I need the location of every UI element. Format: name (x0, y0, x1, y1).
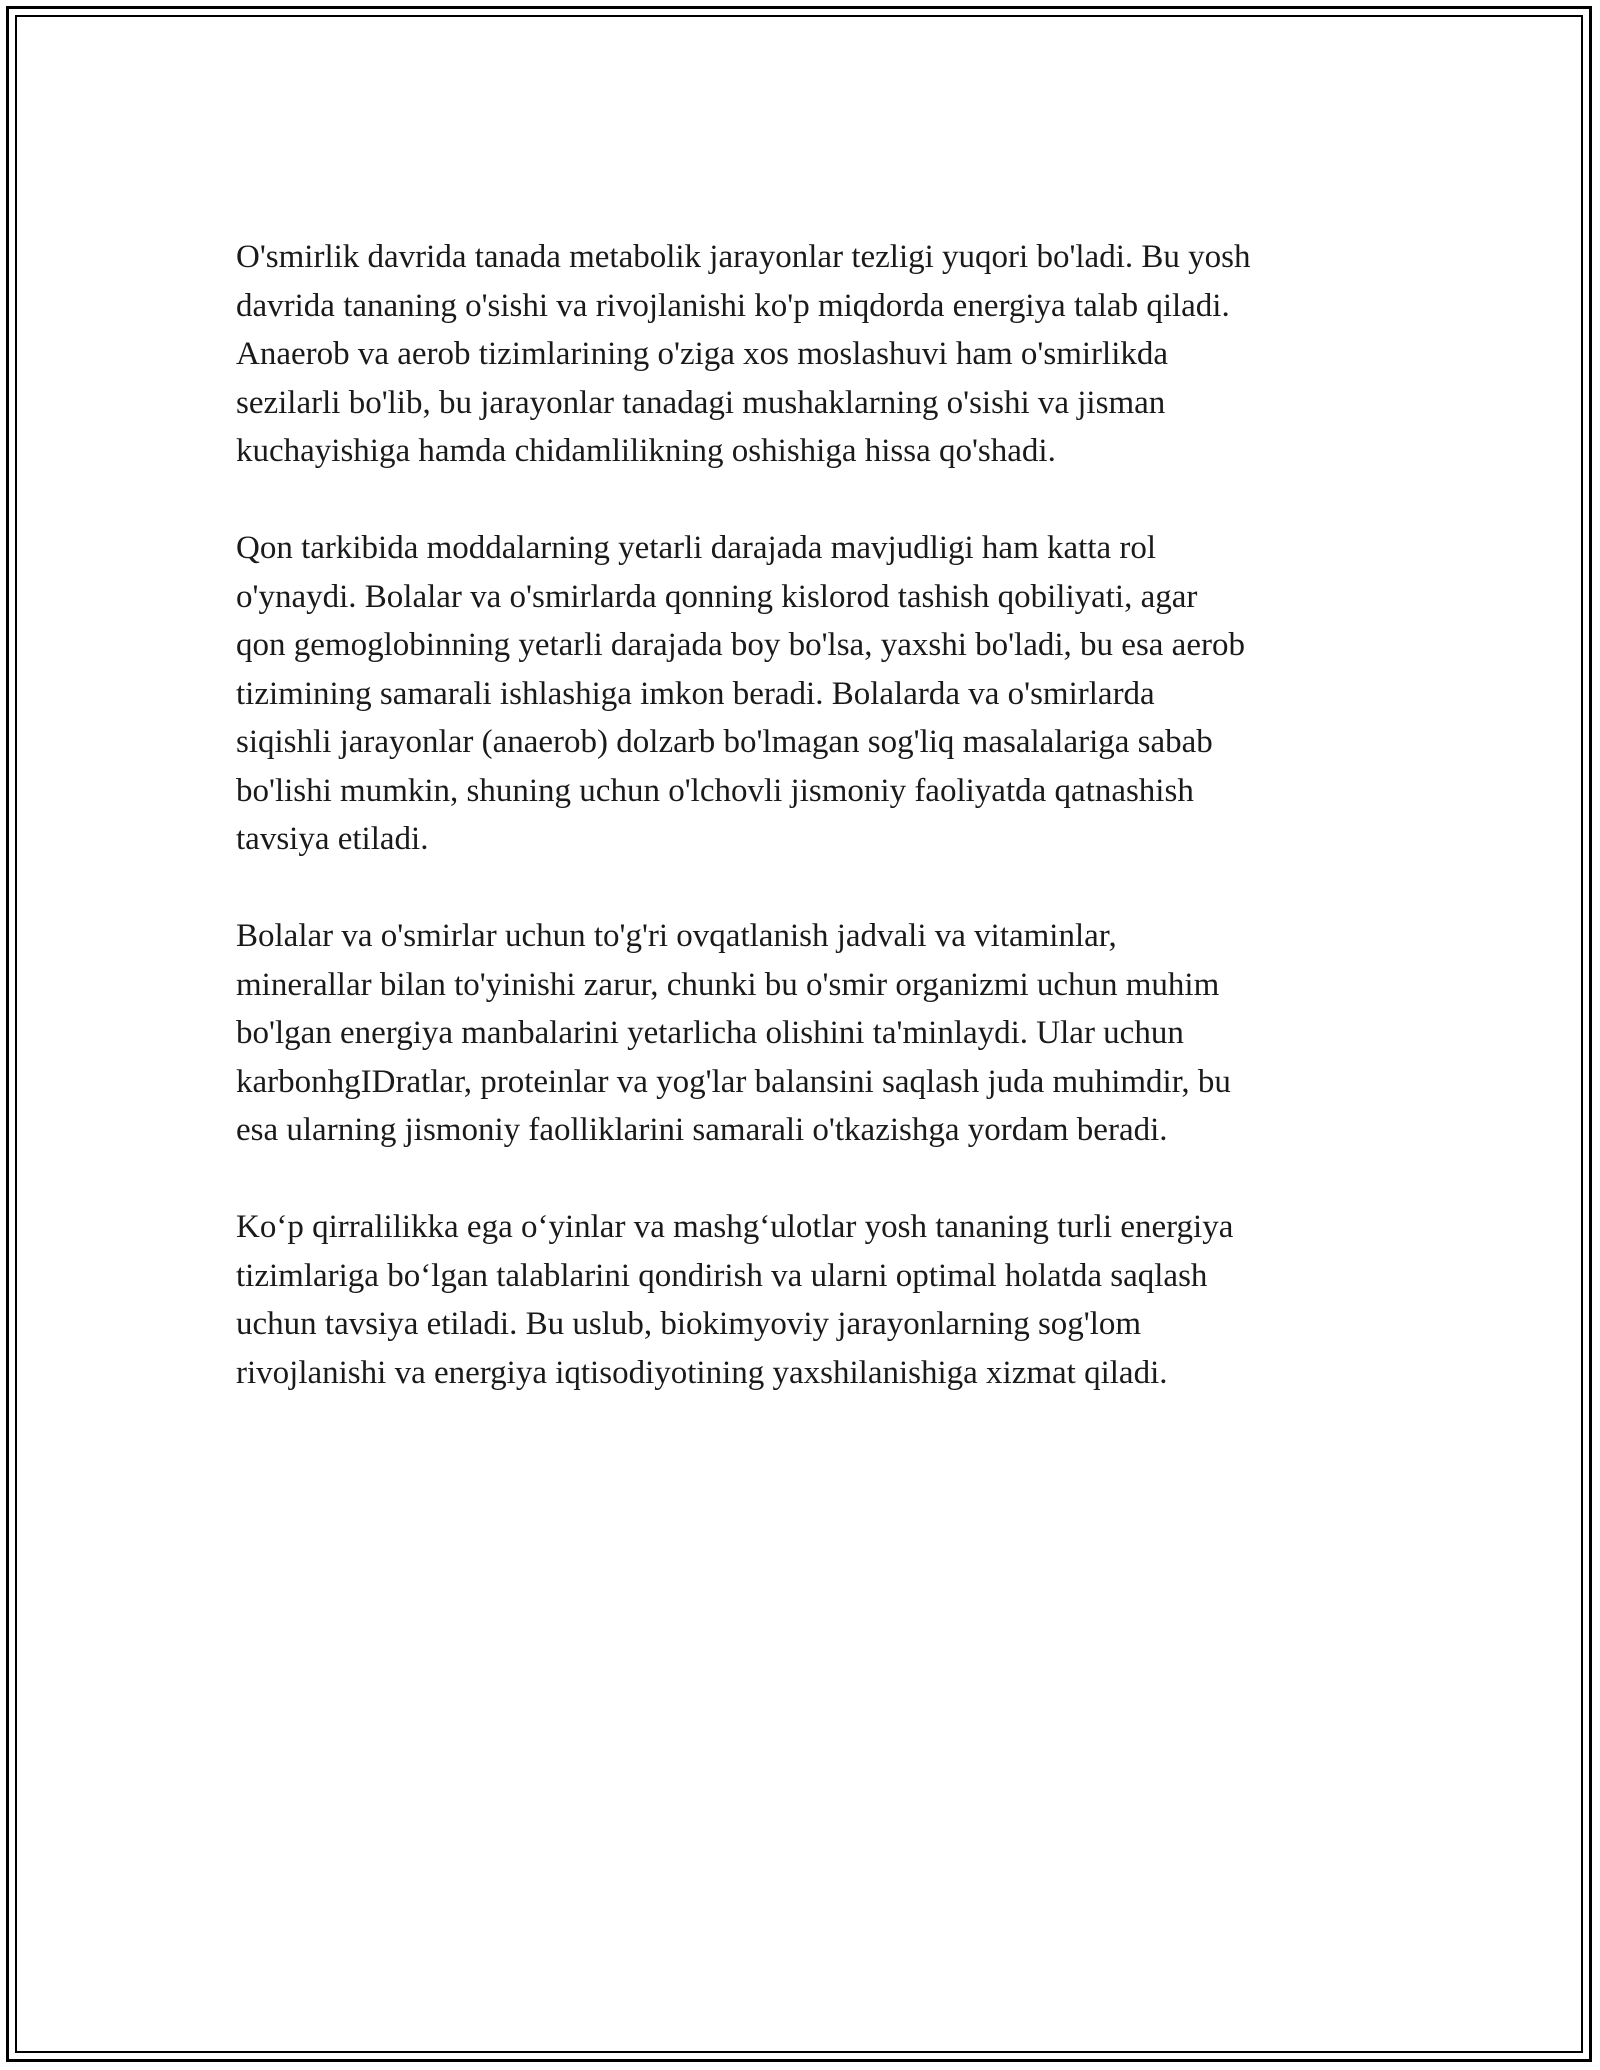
text-line: Bolalar va o'smirlar uchun to'g'ri ovqatlanish jadvali va vitaminlar, (236, 918, 1117, 954)
text-line: rivojlanishi va energiya iqtisodiyotining yaxshilanishiga xizmat qiladi. (236, 1354, 1168, 1391)
paragraph-3 (236, 912, 1386, 1155)
text-line: qon gemoglobinning yetarli darajada boy bo'lsa, yaxshi bo'ladi, bu esa aerob (236, 627, 1245, 663)
text-line: davrida tananing o'sishi va rivojlanishi ko'p miqdorda energiya talab qiladi. (236, 287, 1230, 324)
text-line: sezilarli bo'lib, bu jarayonlar tanadagi mushaklarning o'sishi va jisman (236, 384, 1166, 421)
text-line: esa ularning jismoniy faolliklarini samarali o'tkazishga yordam beradi. (236, 1112, 1168, 1148)
paragraph-1 (236, 233, 1386, 476)
text-line: tizimlariga bo‘lgan talablarini qondirish va ularni optimal holatda saqlash (236, 1257, 1208, 1294)
text-line: tavsiya etiladi. (236, 821, 429, 857)
document-body (236, 233, 1386, 1446)
text-line: O'smirlik davrida tanada metabolik jarayonlar tezligi yuqori bo'ladi. Bu yosh (236, 239, 1251, 275)
text-line: tizimining samarali ishlashiga imkon beradi. Bolalarda va o'smirlarda (236, 675, 1155, 712)
text-line: Ko‘p qirralilikka ega o‘yinlar va mashg‘ulotlar yosh tananing turli energiya (236, 1209, 1234, 1245)
paragraph-4 (236, 1203, 1386, 1397)
text-line: kuchayishiga hamda chidamlilikning oshishiga hissa qo'shadi. (236, 433, 1056, 469)
text-line: Qon tarkibida moddalarning yetarli darajada mavjudligi ham katta rol (236, 530, 1157, 566)
text-line: uchun tavsiya etiladi. Bu uslub, biokimyoviy jarayonlarning sog'lom (236, 1306, 1142, 1342)
text-line: minerallar bilan to'yinishi zarur, chunki bu o'smir organizmi uchun muhim (236, 966, 1220, 1003)
text-line: o'ynaydi. Bolalar va o'smirlarda qonning kislorod tashish qobiliyati, agar (236, 578, 1198, 615)
paragraph-2 (236, 524, 1386, 864)
text-line: bo'lishi mumkin, shuning uchun o'lchovli jismoniy faoliyatda qatnashish (236, 772, 1194, 809)
text-line: bo'lgan energiya manbalarini yetarlicha olishini ta'minlaydi. Ular uchun (236, 1015, 1184, 1051)
text-line: siqishli jarayonlar (anaerob) dolzarb bo'lmagan sog'liq masalalariga sabab (236, 724, 1213, 760)
text-line: karbonhgIDratlar, proteinlar va yog'lar balansini saqlash juda muhimdir, bu (236, 1063, 1231, 1100)
text-line: Anaerob va aerob tizimlarining o'ziga xos moslashuvi ham o'smirlikda (236, 336, 1169, 372)
